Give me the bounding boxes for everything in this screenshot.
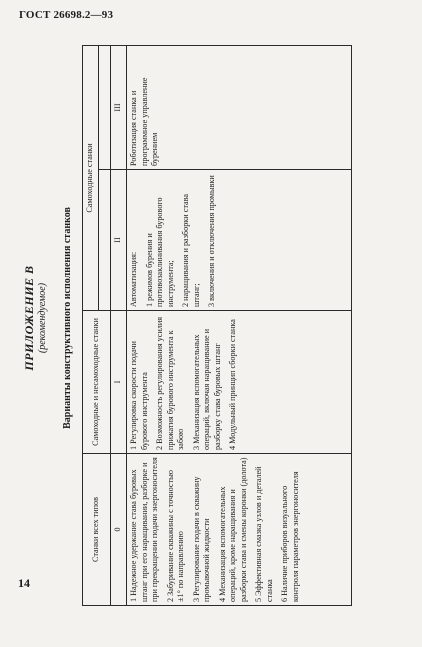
header-sub-empty-1 <box>99 170 111 311</box>
header-self-and-non-self-propelled: Самоходные и несамоходные станки <box>83 311 111 454</box>
col-number-2: II <box>111 170 127 311</box>
variants-table <box>82 45 352 606</box>
page-number: 14 <box>18 576 30 590</box>
header-all-types: Станки всех типов <box>83 454 111 606</box>
list-item: 5 Эффективная смазка узлов и деталей станка <box>254 466 274 602</box>
cell-self-propelled-iii <box>127 45 352 169</box>
list-item: 6 Наличие приборов визуального контроля параметров энергоносителя <box>280 471 300 602</box>
list-item: 4 Механизация вспомогательных операций, кроме наращивания и разборки става и смены коронки (долота) <box>217 457 248 602</box>
page-header-standard: ГОСТ 26698.2—93 <box>19 9 114 21</box>
list-item: 3 Регулирование подачи в скважину промывочной жидкости <box>191 476 211 602</box>
list-item: 2 Возможность регулирования усилия прижатия бурового инструмента к забою <box>155 317 185 450</box>
header-self-propelled: Самоходные станки <box>83 45 99 310</box>
list-item: Автоматизация: <box>129 251 138 307</box>
cell-self-and-non-self-propelled <box>127 311 352 454</box>
list-item: 4 Модульный принцип сборки станка <box>228 319 237 450</box>
cell-all-types <box>127 454 352 606</box>
list-item: 3 включения и отключения промывки <box>207 175 216 307</box>
col-number-0: 0 <box>111 454 127 606</box>
cell-self-propelled-ii <box>127 170 352 311</box>
list-item: Роботизация станка и программное управление бурением <box>129 77 159 166</box>
list-item: 2 Забуривание скважины с точностью ±1° по направлению <box>165 470 185 602</box>
appendix-title: ПРИЛОЖЕНИЕ В <box>22 265 36 371</box>
appendix-subtitle: (рекомендуемое) <box>37 282 48 354</box>
col-number-3: III <box>111 45 127 169</box>
list-item: 2 наращивания и разборки става штанг; <box>181 193 201 307</box>
header-sub-empty-2 <box>99 45 111 169</box>
list-item: 1 Надежное удержание става буровых штанг при его наращивании, разборке и при прекращении подачи энергоносителя <box>129 457 159 602</box>
rotated-content <box>22 20 360 616</box>
list-item: 1 режимов бурения и противозаклинивания бурового инструмента; <box>144 197 175 307</box>
col-number-1: I <box>111 311 127 454</box>
list-item: 3 Механизация вспомогательных операций, включая наращивание и разборку става буровых штанг <box>191 328 222 450</box>
table-title: Варианты конструктивного исполнения станков <box>62 207 73 429</box>
list-item: 1 Регулировка скорости подачи бурового инструмента <box>129 341 149 450</box>
